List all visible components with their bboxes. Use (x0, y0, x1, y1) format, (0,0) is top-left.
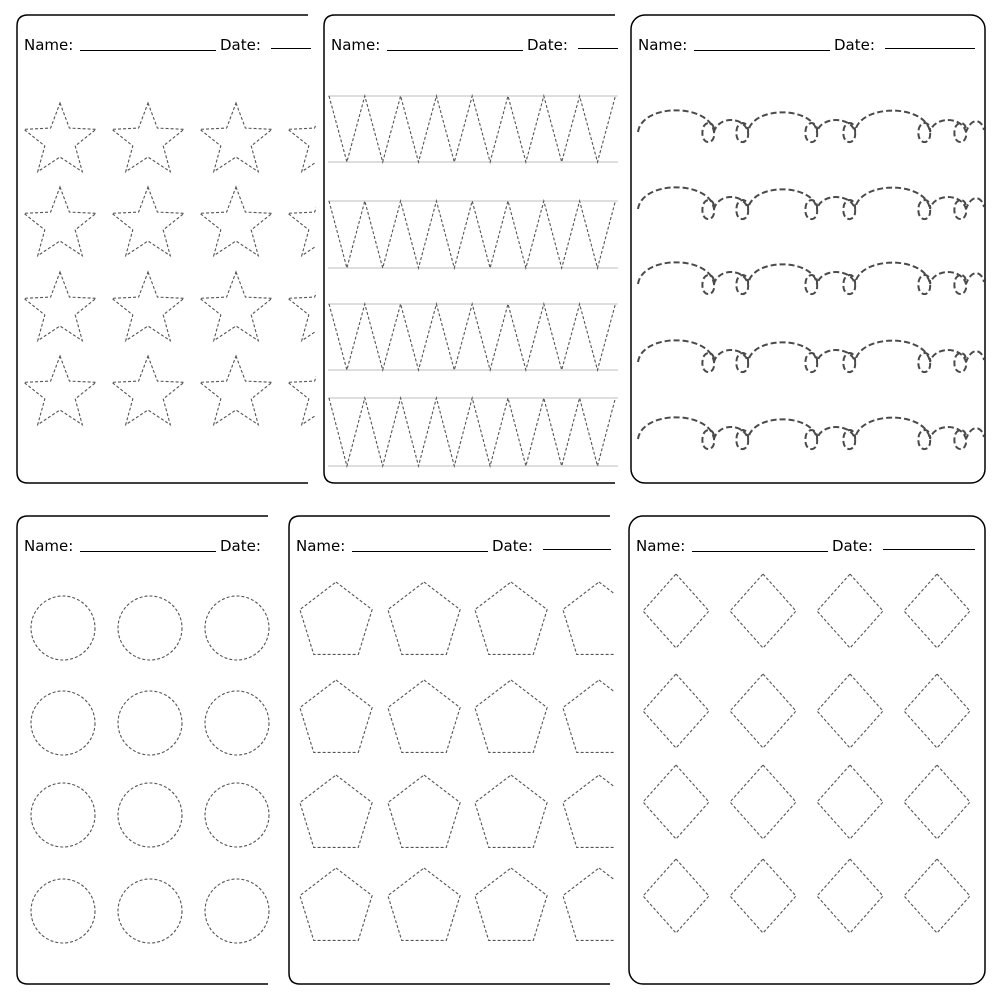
circle-outline (118, 783, 182, 847)
tracing-zigzag (323, 14, 623, 484)
worksheet-circles (16, 515, 274, 985)
diamond-outline (904, 859, 970, 933)
star-outline (112, 356, 184, 425)
diamond-outline (817, 765, 883, 839)
star-outline (24, 103, 96, 172)
zigzag-line (329, 398, 615, 466)
star-outline (200, 272, 272, 341)
tracing-diamonds (628, 515, 986, 985)
diamond-outline (730, 765, 796, 839)
star-outline (200, 187, 272, 256)
circle-outline (205, 596, 269, 660)
star-outline (288, 356, 316, 425)
pentagon-outline (475, 775, 547, 847)
pentagon-outline (388, 868, 460, 940)
pentagon-outline (563, 868, 614, 940)
diamond-outline (817, 859, 883, 933)
tracing-loops (630, 14, 986, 484)
diamond-outline (643, 765, 709, 839)
diamond-outline (643, 574, 709, 648)
diamond-outline (904, 574, 970, 648)
name-label: Name: (638, 36, 688, 54)
date-label: Date: (832, 537, 873, 555)
tracing-circles (16, 515, 274, 985)
pentagon-outline (475, 868, 547, 940)
diamond-outline (730, 674, 796, 748)
pentagon-outline (388, 582, 460, 654)
diamond-outline (817, 674, 883, 748)
star-outline (200, 103, 272, 172)
star-outline (288, 103, 316, 172)
diamond-outline (904, 765, 970, 839)
name-label: Name: (24, 36, 74, 54)
name-label: Name: (636, 537, 686, 555)
tracing-stars (16, 14, 316, 484)
pentagon-outline (563, 775, 614, 847)
worksheet-diamonds (628, 515, 986, 985)
circle-outline (205, 879, 269, 943)
worksheet-zigzag (323, 14, 623, 484)
date-label: Date: (220, 537, 261, 555)
loop-line (638, 110, 984, 142)
circle-outline (118, 596, 182, 660)
star-outline (288, 187, 316, 256)
pentagon-outline (300, 582, 372, 654)
pentagon-outline (300, 868, 372, 940)
date-label: Date: (220, 36, 261, 54)
star-outline (112, 103, 184, 172)
pentagon-outline (300, 775, 372, 847)
name-label: Name: (296, 537, 346, 555)
circle-outline (31, 783, 95, 847)
worksheet-pentagons (288, 515, 614, 985)
circle-outline (31, 879, 95, 943)
zigzag-line (329, 304, 615, 370)
worksheet-loops (630, 14, 986, 484)
diamond-outline (643, 674, 709, 748)
star-outline (24, 187, 96, 256)
circle-outline (31, 691, 95, 755)
circle-outline (205, 691, 269, 755)
loop-line (638, 417, 984, 449)
pentagon-outline (563, 582, 614, 654)
pentagon-outline (475, 582, 547, 654)
worksheet-stars (16, 14, 316, 484)
star-outline (288, 272, 316, 341)
circle-outline (118, 691, 182, 755)
date-label: Date: (492, 537, 533, 555)
loop-line (638, 187, 984, 219)
diamond-outline (643, 859, 709, 933)
diamond-outline (817, 574, 883, 648)
diamond-outline (730, 859, 796, 933)
date-label: Date: (834, 36, 875, 54)
name-label: Name: (331, 36, 381, 54)
pentagon-outline (300, 680, 372, 752)
star-outline (24, 272, 96, 341)
pentagon-outline (388, 680, 460, 752)
diamond-outline (904, 674, 970, 748)
date-label: Date: (527, 36, 568, 54)
zigzag-line (329, 201, 615, 268)
circle-outline (118, 879, 182, 943)
pentagon-outline (475, 680, 547, 752)
star-outline (200, 356, 272, 425)
pentagon-outline (563, 680, 614, 752)
pentagon-outline (388, 775, 460, 847)
loop-line (638, 340, 984, 372)
zigzag-line (329, 96, 615, 162)
tracing-pentagons (288, 515, 614, 985)
circle-outline (31, 596, 95, 660)
loop-line (638, 262, 984, 294)
name-label: Name: (24, 537, 74, 555)
star-outline (112, 272, 184, 341)
circle-outline (205, 783, 269, 847)
diamond-outline (730, 574, 796, 648)
star-outline (24, 356, 96, 425)
star-outline (112, 187, 184, 256)
